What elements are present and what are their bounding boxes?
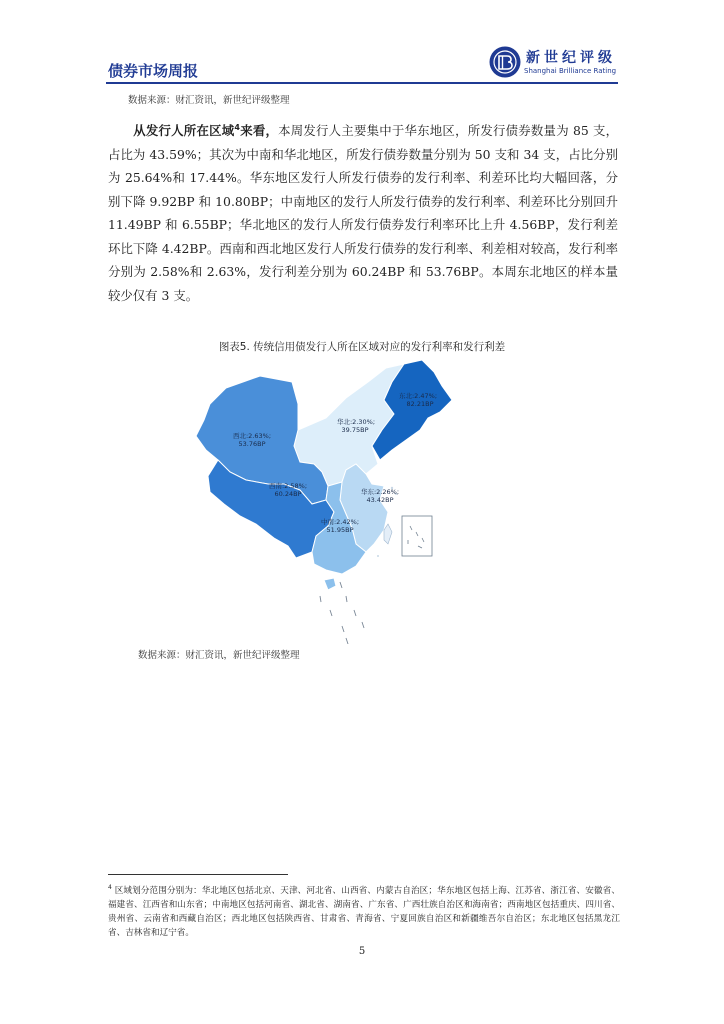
map-svg [196,360,452,644]
header-divider [106,82,618,84]
label-east-china-spread: 43.42BP [366,496,394,504]
footnote-divider [108,874,288,875]
logo-chinese-name: 新世纪评级 [526,50,616,66]
label-east-china-rate: 华东:2.26%; [360,488,400,496]
label-northwest-spread: 53.76BP [238,440,266,448]
label-southwest-spread: 60.24BP [274,490,302,498]
paragraph-lead-text: 从发行人所在区域 [133,123,235,139]
logo-emblem-icon [488,45,522,79]
footnote [108,881,620,940]
hainan-island [324,578,336,590]
report-title: 债券市场周报 [108,62,199,80]
label-north-china-spread: 39.75BP [341,426,369,434]
label-central-south-rate: 中南:2.42%; [320,518,360,526]
paragraph-lead-end: 来看， [239,123,279,139]
logo-english-name: Shanghai Brilliance Rating [524,67,617,75]
body-paragraph [108,116,618,307]
paragraph-lead [133,123,278,138]
footnote-number: 4 [108,884,112,891]
sea-boundary-dashes [320,582,364,644]
label-north-china-rate: 华北:2.30%; [336,418,376,426]
label-northeast-spread: 82.21BP [406,400,434,408]
taiwan-island [384,524,392,544]
source-note-bottom: 数据来源：财汇资讯，新世纪评级整理 [138,650,300,661]
figure-caption: 图表5. 传统信用债发行人所在区域对应的发行利率和发行利差 [218,341,506,353]
china-region-map [196,360,452,644]
paragraph-text: 本周发行人主要集中于华东地区，所发行债券数量为 85 支，占比为 43.59%；其次为中南和华北地区，所发行债券数量分别为 50 支和 34 支，占比分别为 25.64%和 17.44%。华东地区发行人所发行债券的发行利率、利差环比均大幅回落，分别下降 9.92BP 和 10.80BP；中南地区的发行人所发行债券的发行利率、利差环比分别回升 11.49BP 和 6.55BP；华北地区的发行人所发行债券发行利率环比上升 4.56BP，发行利差环比下降 4.42BP。西南和西北地区发行人所发行债券的发行利率、利差相对较高，发行利率分别为 2.58%和 2.63%，发行利差分别为 60.24BP 和 53.76BP。本周东北地区的样本量较少仅有 3 支。 [108,123,619,303]
label-central-south-spread: 51.95BP [326,526,354,534]
footnote-ref[interactable]: 4 [234,123,240,132]
label-southwest-rate: 西南:2.58%; [268,482,308,490]
label-northwest-rate: 西北:2.63%; [232,432,272,440]
brand-logo [488,45,618,81]
source-note-top: 数据来源：财汇资讯，新世纪评级整理 [128,95,290,106]
page-number: 5 [358,946,366,957]
footnote-text: 区域划分范围分别为：华北地区包括北京、天津、河北省、山西省、内蒙古自治区；华东地区包括上海、江苏省、浙江省、安徽省、福建省、江西省和山东省；中南地区包括河南省、湖北省、湖南省、广东省、广西壮族自治区和海南省；西南地区包括重庆、四川省、贵州省、云南省和西藏自治区；西北地区包括陕西省、甘肃省、青海省、宁夏回族自治区和新疆维吾尔自治区；东北地区包括黑龙江省、吉林省和辽宁省。 [108,885,620,938]
south-sea-inset [402,516,432,556]
label-northeast-rate: 东北:2.47%; [398,392,438,400]
